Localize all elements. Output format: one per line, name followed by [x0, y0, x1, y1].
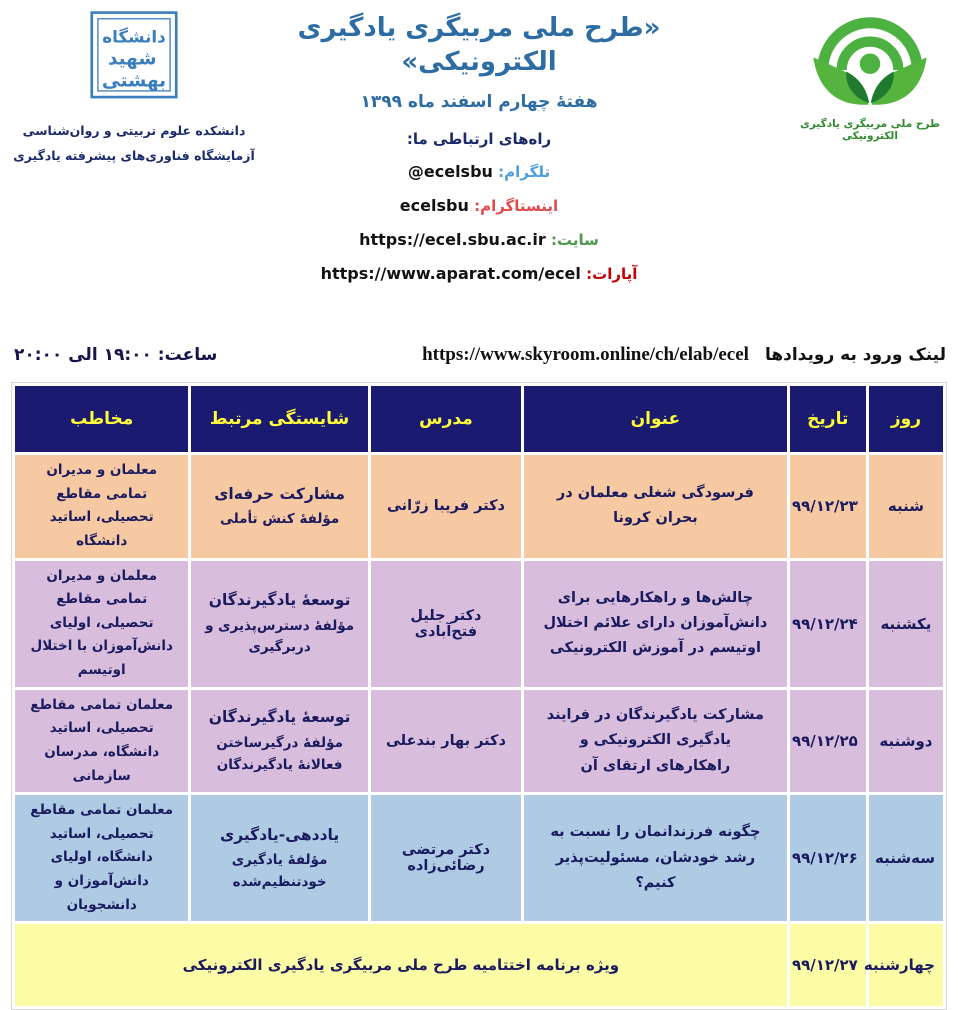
cell-competency	[191, 455, 367, 558]
cell-audience: معلمان و مدیران تمامی مقاطع تحصیلی، اساتید دانشگاه	[15, 455, 188, 558]
cell-instructor: دکتر مرتضی رضائی‌زاده	[371, 795, 521, 921]
event-link-url[interactable]: https://www.skyroom.online/ch/elab/ecel	[422, 344, 749, 365]
telegram-handle: @ecelsbu	[407, 162, 493, 181]
university-logo-text-2: شهید	[107, 48, 157, 70]
cell-title: چالش‌ها و راهکارهایی برای دانش‌آموزان دارای علائم اختلال اوتیسم در آموزش الکترونیکی	[524, 561, 787, 687]
cell-day: یکشنبه	[869, 561, 943, 687]
cell-audience: معلمان تمامی مقاطع تحصیلی، اساتید دانشگاه، مدرسان سازمانی	[15, 690, 188, 793]
cell-date: ۹۹/۱۲/۲۵	[790, 690, 866, 793]
cell-competency	[191, 690, 367, 793]
person-head	[860, 53, 880, 73]
contact-aparat	[240, 264, 718, 283]
table-row	[15, 455, 943, 558]
program-logo-icon	[807, 2, 933, 116]
instagram-label: اینستاگرام:	[474, 197, 559, 215]
table-row	[15, 690, 943, 793]
competency-main: توسعهٔ یادگیرندگان	[208, 708, 351, 727]
instagram-handle: ecelsbu	[399, 196, 469, 215]
aparat-url[interactable]: https://www.aparat.com/ecel	[320, 264, 581, 283]
table-row	[15, 561, 943, 687]
header-audience: مخاطب	[15, 386, 188, 452]
schedule-table	[11, 382, 947, 1010]
table-row-closing	[15, 924, 943, 1006]
lab-name: آزمایشگاه فناوری‌های پیشرفته یادگیری	[13, 148, 255, 163]
event-link-label: لینک ورود به رویدادها	[764, 345, 946, 365]
program-logo-caption: طرح ملی مربیگری یادگیری الکترونیکی	[800, 118, 940, 142]
university-logo-text-1: دانشگاه	[102, 26, 166, 47]
cell-day: دوشنبه	[869, 690, 943, 793]
header-title: عنوان	[524, 386, 787, 452]
university-logo-icon	[90, 10, 178, 112]
cell-day: چهارشنبه	[869, 924, 943, 1006]
faculty-name: دانشکده علوم تربیتی و روان‌شناسی	[22, 123, 246, 138]
contact-instagram	[240, 196, 718, 215]
page-title: «طرح ملی مربیگری یادگیری الکترونیکی»	[297, 13, 661, 77]
cell-day: شنبه	[869, 455, 943, 558]
competency-sub: مؤلفهٔ کنش تأملی	[219, 511, 340, 528]
cell-date: ۹۹/۱۲/۲۳	[790, 455, 866, 558]
cell-competency	[191, 561, 367, 687]
website-label: سایت:	[551, 231, 599, 249]
competency-sub: مؤلفهٔ یادگیری خودتنظیم‌شده	[231, 852, 328, 891]
contact-website	[240, 230, 718, 249]
program-logo-block	[786, 2, 954, 142]
cell-audience: معلمان و مدیران تمامی مقاطع تحصیلی، اولیای دانش‌آموزان با اختلال اوتیسم	[15, 561, 188, 687]
page-subtitle: هفتهٔ چهارم اسفند ماه ۱۳۹۹	[360, 91, 598, 112]
competency-main: توسعهٔ یادگیرندگان	[208, 591, 351, 610]
competency-sub: مؤلفهٔ درگیرساختن فعالانهٔ یادگیرندگان	[216, 735, 343, 773]
university-block	[6, 10, 262, 168]
cell-title: چگونه فرزندانمان را نسبت به رشد خودشان، مسئولیت‌پذیر کنیم؟	[524, 795, 787, 921]
table-header-row	[15, 386, 943, 452]
aparat-label: آپارات:	[586, 265, 638, 283]
table-row	[15, 795, 943, 921]
event-time: ساعت: ۱۹:۰۰ الی ۲۰:۰۰	[14, 345, 218, 365]
contact-telegram	[240, 162, 718, 181]
event-link-row	[14, 338, 946, 372]
header-day: روز	[869, 386, 943, 452]
header-instructor: مدرس	[371, 386, 521, 452]
cell-title: مشارکت یادگیرندگان در فرایند یادگیری الکترونیکی و راهکارهای ارتقای آن	[524, 690, 787, 793]
cell-date: ۹۹/۱۲/۲۴	[790, 561, 866, 687]
cell-title: فرسودگی شغلی معلمان در بحران کرونا	[524, 455, 787, 558]
cell-instructor: دکتر بهار بندعلی	[371, 690, 521, 793]
header-competency: شایستگی مرتبط	[191, 386, 367, 452]
telegram-label: تلگرام:	[498, 163, 551, 181]
university-logo-text-3: بهشتی	[101, 70, 167, 92]
event-link-group	[422, 344, 946, 366]
cell-audience: معلمان تمامی مقاطع تحصیلی، اساتید دانشگاه، اولیای دانش‌آموزان و دانشجویان	[15, 795, 188, 921]
contact-heading: راه‌های ارتباطی ما:	[406, 130, 552, 148]
header-date: تاریخ	[790, 386, 866, 452]
cell-instructor: دکتر جلیل فتح‌آبادی	[371, 561, 521, 687]
cell-day: سه‌شنبه	[869, 795, 943, 921]
contact-block	[240, 130, 718, 298]
cell-date: ۹۹/۱۲/۲۷	[790, 924, 866, 1006]
cell-closing-note: ویژه برنامه اختتامیه طرح ملی مربیگری یادگیری الکترونیکی	[15, 924, 787, 1006]
competency-main: یاددهی-یادگیری	[220, 825, 340, 844]
website-url[interactable]: https://ecel.sbu.ac.ir	[359, 230, 546, 249]
cell-competency	[191, 795, 367, 921]
title-block	[240, 12, 718, 112]
competency-sub: مؤلفهٔ دسترس‌پذیری و دربرگیری	[205, 617, 355, 656]
cell-date: ۹۹/۱۲/۲۶	[790, 795, 866, 921]
competency-main: مشارکت حرفه‌ای	[214, 484, 346, 503]
cell-instructor: دکتر فریبا زرّانی	[371, 455, 521, 558]
